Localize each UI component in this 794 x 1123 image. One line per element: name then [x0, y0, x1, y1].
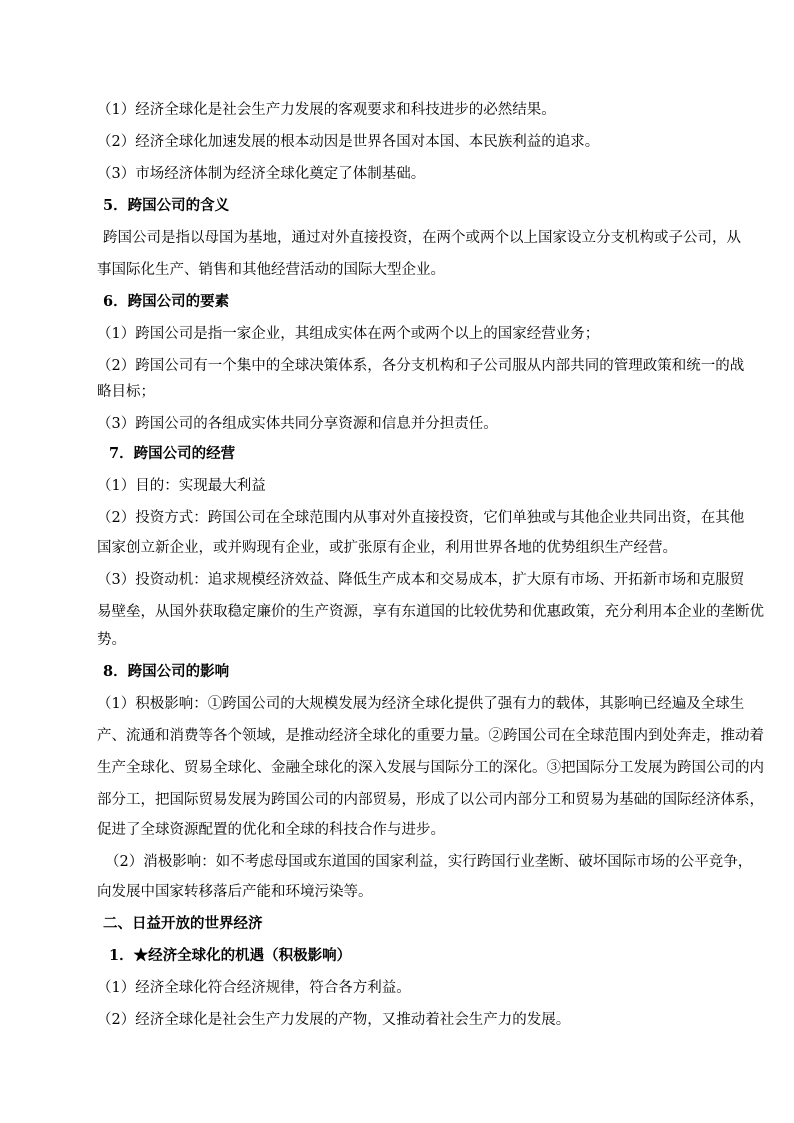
text-line: 事国际化生产、销售和其他经营活动的国际大型企业。: [97, 262, 445, 278]
text-line: （3）投资动机：追求规模经济效益、降低生产成本和交易成本，扩大原有市场、开拓新市场和克服贸: [97, 572, 745, 588]
text-line: （1）经济全球化符合经济规律，符合各方利益。: [97, 980, 411, 996]
text-line: 生产全球化、贸易全球化、金融全球化的深入发展与国际分工的深化。③把国际分工发展为跨国公司的内: [97, 760, 764, 776]
text-line: 促进了全球资源配置的优化和全球的科技合作与进步。: [97, 822, 445, 838]
section-heading: 8．跨国公司的影响: [103, 663, 230, 680]
text-line: 略目标；: [97, 384, 155, 400]
text-line: （2）消极影响：如不考虑母国或东道国的国家利益，实行跨国行业垄断、破坏国际市场的公平竞争，: [105, 854, 753, 870]
text-line: （3）跨国公司的各组成实体共同分享资源和信息并分担责任。: [97, 416, 498, 432]
text-line: 向发展中国家转移落后产能和环境污染等。: [97, 884, 373, 900]
text-line: （1）积极影响：①跨国公司的大规模发展为经济全球化提供了强有力的载体，其影响已经遍及全球生: [97, 696, 745, 712]
text-line: （2）跨国公司有一个集中的全球决策体系，各分支机构和子公司服从内部共同的管理政策和统一的战: [97, 358, 745, 374]
text-line: 部分工，把国际贸易发展为跨国公司的内部贸易，形成了以公司内部分工和贸易为基础的国际经济体系，: [97, 792, 764, 808]
text-line: （2）经济全球化加速发展的根本动因是世界各国对本国、本民族利益的追求。: [97, 134, 600, 150]
section-heading: 二、日益开放的世界经济: [103, 915, 263, 932]
text-line: 产、流通和消费等各个领域，是推动经济全球化的重要力量。②跨国公司在全球范围内到处奔走，推动着: [97, 728, 764, 744]
text-line: 势。: [97, 632, 126, 648]
text-line: （1）经济全球化是社会生产力发展的客观要求和科技进步的必然结果。: [97, 102, 556, 118]
section-heading: 5．跨国公司的含义: [103, 197, 230, 214]
section-heading: 6．跨国公司的要素: [103, 293, 230, 310]
text-line: （2）投资方式：跨国公司在全球范围内从事对外直接投资，它们单独或与其他企业共同出资，在其他: [97, 510, 745, 526]
text-line: 易壁垒，从国外获取稳定廉价的生产资源，享有东道国的比较优势和优惠政策，充分利用本企业的垄断优: [97, 604, 764, 620]
text-line: 跨国公司是指以母国为基地，通过对外直接投资，在两个或两个以上国家设立分支机构或子公司，从: [103, 230, 741, 246]
text-line: （1）跨国公司是指一家企业，其组成实体在两个或两个以上的国家经营业务；: [97, 326, 600, 342]
text-line: （1）目的：实现最大利益: [97, 478, 266, 494]
text-line: 国家创立新企业，或并购现有企业，或扩张原有企业，利用世界各地的优势组织生产经营。: [97, 540, 677, 556]
text-line: （3）市场经济体制为经济全球化奠定了体制基础。: [97, 166, 426, 182]
section-heading: 1．★经济全球化的机遇（积极影响）: [109, 947, 352, 964]
text-line: （2）经济全球化是社会生产力发展的产物，又推动着社会生产力的发展。: [97, 1012, 571, 1028]
section-heading: 7．跨国公司的经营: [109, 445, 236, 462]
